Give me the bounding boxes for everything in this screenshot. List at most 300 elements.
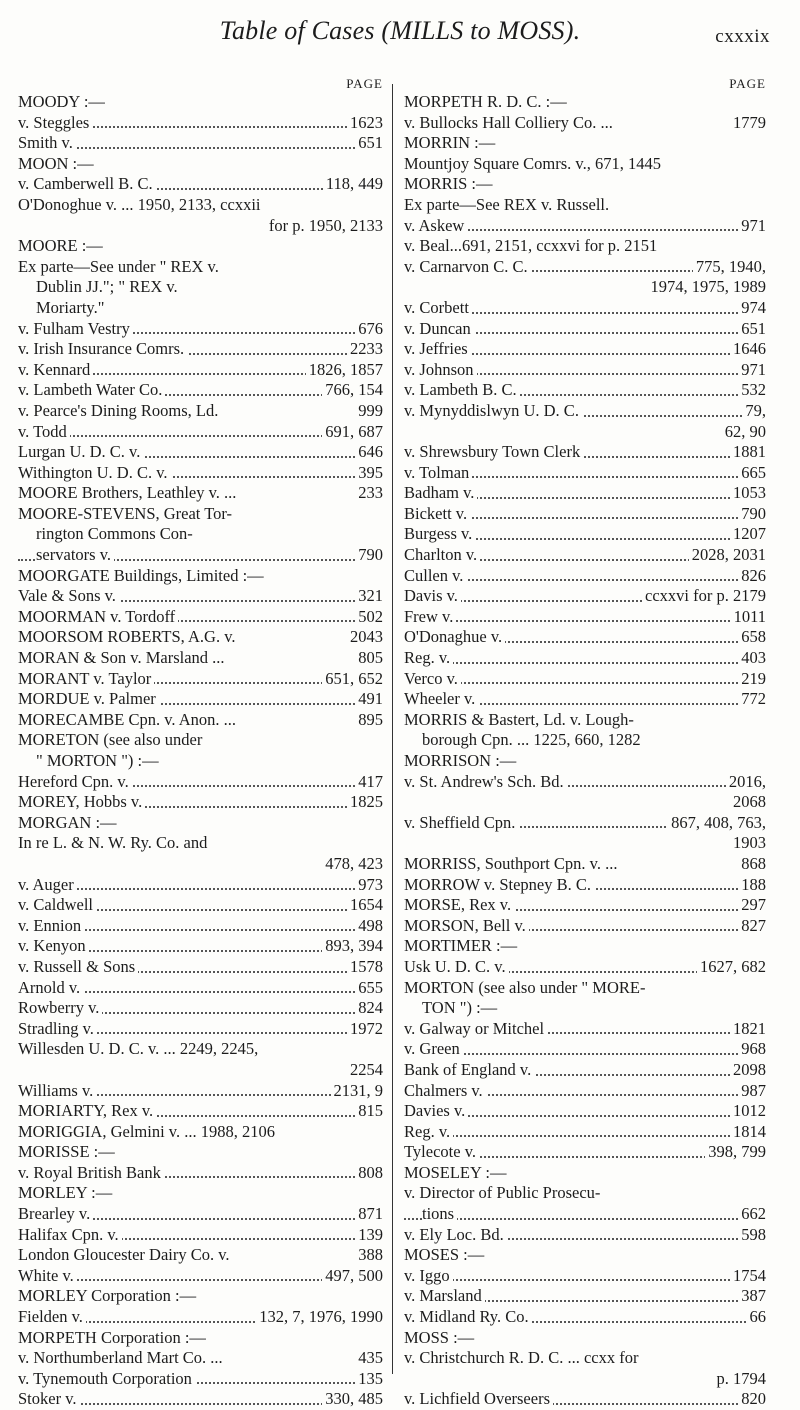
entry-text: Ex parte—See under " REX v. [18, 257, 222, 276]
index-entry [18, 978, 383, 999]
entry-pages: 895 [355, 710, 383, 731]
index-entry [18, 998, 383, 1019]
index-entry [404, 566, 766, 587]
index-entry [404, 978, 766, 999]
entry-pages: 478, 423 [322, 854, 383, 875]
entry-pages: 974 [738, 298, 766, 319]
entry-text: MOSES :— [404, 1245, 487, 1264]
entry-text: borough Cpn. ... 1225, 660, 1282 [422, 730, 644, 749]
index-entry [404, 422, 766, 443]
entry-text: v. Tynemouth Corporation [18, 1369, 195, 1388]
index-entry [18, 1369, 383, 1390]
entry-text: MORDUE v. Palmer [18, 689, 159, 708]
index-entry [18, 1163, 383, 1184]
entry-pages: 971 [738, 216, 766, 237]
index-entry [18, 504, 383, 525]
index-entry [18, 483, 383, 504]
entry-text: v. Marsland [404, 1286, 485, 1305]
index-entry [18, 1039, 383, 1060]
entry-text: rington Commons Con- [36, 524, 196, 543]
entry-pages: 971 [738, 360, 766, 381]
entry-pages: 498 [355, 916, 383, 937]
entry-pages: 987 [738, 1081, 766, 1102]
entry-pages: 2233 [347, 339, 383, 360]
entry-text: MOORE-STEVENS, Great Tor- [18, 504, 235, 523]
entry-pages: 1779 [730, 113, 766, 134]
entry-pages: 2016, [726, 772, 766, 793]
index-entry [404, 1039, 766, 1060]
entry-text: Frew v. [404, 607, 456, 626]
entry-text: " MORTON ") :— [36, 751, 162, 770]
index-entry [404, 1225, 766, 1246]
entry-text: MORRISS, Southport Cpn. v. ... [404, 854, 620, 873]
entry-text: v. St. Andrew's Sch. Bd. [404, 772, 567, 791]
entry-pages: 1646 [730, 339, 766, 360]
entry-pages: 79, [742, 401, 766, 422]
entry-text: Smith v. [18, 133, 76, 152]
entry-pages: ccxxvi for p. 2179 [642, 586, 766, 607]
index-entry [18, 916, 383, 937]
index-entry [18, 957, 383, 978]
entry-pages: 766, 154 [322, 380, 383, 401]
entry-text: O'Donaghue v. [404, 627, 505, 646]
index-entry [18, 648, 383, 669]
entry-text: MOSS :— [404, 1328, 477, 1347]
index-entry [404, 483, 766, 504]
right-entries [404, 92, 766, 1410]
entry-pages: 867, 408, 763, [668, 813, 766, 834]
index-entry [404, 648, 766, 669]
entry-pages: 132, 7, 1976, 1990 [256, 1307, 383, 1328]
entry-pages: 1821 [730, 1019, 766, 1040]
entry-text: MORGAN :— [18, 813, 120, 832]
index-entry [18, 1266, 383, 1287]
index-entry [18, 1081, 383, 1102]
entry-pages: 398, 799 [705, 1142, 766, 1163]
index-entry [404, 1163, 766, 1184]
index-entry [404, 1369, 766, 1390]
entry-text: Halifax Cpn. v. [18, 1225, 122, 1244]
entry-pages: 871 [355, 1204, 383, 1225]
entry-text: Burgess v. [404, 524, 475, 543]
entry-text: v. Northumberland Mart Co. ... [18, 1348, 226, 1367]
entry-pages: 826 [738, 566, 766, 587]
entry-pages: 135 [355, 1369, 383, 1390]
entry-pages: 491 [355, 689, 383, 710]
entry-pages: 655 [355, 978, 383, 999]
index-entry [18, 751, 383, 772]
entry-pages: 2131, 9 [331, 1081, 384, 1102]
entry-pages: 395 [355, 463, 383, 484]
entry-text: MORPETH R. D. C. :— [404, 92, 570, 111]
index-entry [18, 936, 383, 957]
index-entry [404, 1204, 766, 1225]
index-entry [404, 751, 766, 772]
entry-text: MORLEY :— [18, 1183, 115, 1202]
index-entry [18, 422, 383, 443]
entry-pages: 297 [738, 895, 766, 916]
index-entry [18, 1328, 383, 1349]
left-column [18, 76, 383, 1410]
entry-text: v. Todd [18, 422, 70, 441]
entry-text: Lurgan U. D. C. v. [18, 442, 143, 461]
entry-pages: 691, 687 [322, 422, 383, 443]
index-entry [18, 463, 383, 484]
entry-text: Tylecote v. [404, 1142, 479, 1161]
index-entry [404, 854, 766, 875]
entry-text: v. Lambeth B. C. [404, 380, 520, 399]
entry-text: Brearley v. [18, 1204, 93, 1223]
index-entry [404, 257, 766, 278]
index-entry [404, 1286, 766, 1307]
entry-text: v. Corbett [404, 298, 472, 317]
index-entry [404, 380, 766, 401]
entry-text: v. Pearce's Dining Rooms, Ld. [18, 401, 221, 420]
index-entry [18, 257, 383, 278]
page-column-label: PAGE [729, 76, 766, 91]
page-title: Table of Cases (MILLS to MOSS). [219, 16, 581, 45]
entry-text: MORTIMER :— [404, 936, 520, 955]
entry-text: Reg. v. [404, 1122, 453, 1141]
entry-pages: 188 [738, 875, 766, 896]
entry-text: TON ") :— [422, 998, 500, 1017]
entry-text: MORIGGIA, Gelmini v. ... 1988, 2106 [18, 1122, 278, 1141]
index-entry [18, 545, 383, 566]
index-entry [404, 174, 766, 195]
entry-pages: 658 [738, 627, 766, 648]
index-entry [18, 1286, 383, 1307]
index-entry [18, 133, 383, 154]
index-entry [404, 154, 766, 175]
entry-pages: 2098 [730, 1060, 766, 1081]
entry-pages: 598 [738, 1225, 766, 1246]
entry-text: MORECAMBE Cpn. v. Anon. ... [18, 710, 239, 729]
index-entry [18, 607, 383, 628]
entry-pages: 1754 [730, 1266, 766, 1287]
entry-text: v. Kennard [18, 360, 93, 379]
entry-text: v. Kenyon [18, 936, 89, 955]
entry-text: v. Iggo [404, 1266, 453, 1285]
entry-text: MOON :— [18, 154, 97, 173]
entry-text: Wheeler v. [404, 689, 478, 708]
entry-text: v. Fulham Vestry [18, 319, 133, 338]
entry-text: MOORE Brothers, Leathley v. ... [18, 483, 239, 502]
index-entry [18, 813, 383, 834]
entry-text: Reg. v. [404, 648, 453, 667]
index-entry [404, 298, 766, 319]
entry-text: Cullen v. [404, 566, 466, 585]
index-entry [18, 298, 383, 319]
index-entry [404, 772, 766, 793]
entry-text: v. Beal...691, 2151, ccxxvi for p. 2151 [404, 236, 660, 255]
entry-text: MORANT v. Taylor [18, 669, 154, 688]
entry-pages: 1623 [347, 113, 383, 134]
entry-text: Bickett v. [404, 504, 470, 523]
entry-text: v. Auger [18, 875, 77, 894]
index-entry [18, 277, 383, 298]
index-entry [18, 360, 383, 381]
entry-text: Bank of England v. [404, 1060, 534, 1079]
entry-pages: 968 [738, 1039, 766, 1060]
index-entry [18, 1348, 383, 1369]
index-entry [18, 627, 383, 648]
entry-pages: 790 [738, 504, 766, 525]
entry-text: MORRISON :— [404, 751, 519, 770]
entry-text: Badham v. [404, 483, 477, 502]
index-entry [18, 1204, 383, 1225]
entry-pages: 824 [355, 998, 383, 1019]
index-entry [404, 669, 766, 690]
entry-text: MORSON, Bell v. [404, 916, 529, 935]
entry-pages: 1053 [730, 483, 766, 504]
entry-text: MOSELEY :— [404, 1163, 510, 1182]
entry-pages: 1903 [730, 833, 766, 854]
entry-pages: 1207 [730, 524, 766, 545]
index-entry [18, 401, 383, 422]
entry-text: MORISSE :— [18, 1142, 118, 1161]
entry-text: v. Steggles [18, 113, 92, 132]
entry-text: Rowberry v. [18, 998, 102, 1017]
entry-text: Stoker v. [18, 1389, 80, 1408]
index-entry [18, 216, 383, 237]
entry-text: v. Askew [404, 216, 467, 235]
index-entry [404, 607, 766, 628]
index-entry [18, 1183, 383, 1204]
index-entry [404, 1328, 766, 1349]
entry-pages: 868 [738, 854, 766, 875]
index-entry [18, 339, 383, 360]
entry-text: Davis v. [404, 586, 461, 605]
entry-pages: 1627, 682 [697, 957, 766, 978]
entry-text: v. Lambeth Water Co. [18, 380, 165, 399]
entry-text: Mountjoy Square Comrs. v., 671, 1445 [404, 154, 664, 173]
entry-text: Vale & Sons v. [18, 586, 119, 605]
index-entry [404, 895, 766, 916]
entry-text: v. Midland Ry. Co. [404, 1307, 532, 1326]
index-entry [404, 627, 766, 648]
entry-text: Moriarty." [36, 298, 107, 317]
entry-text: Withington U. D. C. v. [18, 463, 171, 482]
entry-text: Ex parte—See REX v. Russell. [404, 195, 612, 214]
entry-text: MORETON (see also under [18, 730, 205, 749]
index-entry [18, 1389, 383, 1410]
entry-pages: 775, 1940, [693, 257, 766, 278]
entry-pages: 1974, 1975, 1989 [648, 277, 767, 298]
entry-pages: 403 [738, 648, 766, 669]
entry-pages: 118, 449 [323, 174, 383, 195]
entry-text: v. Bullocks Hall Colliery Co. ... [404, 113, 616, 132]
entry-pages: 62, 90 [722, 422, 766, 443]
index-entry [18, 1122, 383, 1143]
index-entry [18, 1101, 383, 1122]
index-entry [404, 689, 766, 710]
entry-pages: 651 [355, 133, 383, 154]
entry-text: MOREY, Hobbs v. [18, 792, 145, 811]
index-entry [404, 442, 766, 463]
column-divider [392, 84, 393, 1374]
entry-text: v. Johnson [404, 360, 477, 379]
entry-text: v. Director of Public Prosecu- [404, 1183, 603, 1202]
index-entry [18, 442, 383, 463]
entry-text: v. Galway or Mitchel [404, 1019, 547, 1038]
entry-pages: 1578 [347, 957, 383, 978]
index-entry [404, 1245, 766, 1266]
index-entry [404, 319, 766, 340]
entry-text: v. Ennion [18, 916, 84, 935]
entry-pages: 1881 [730, 442, 766, 463]
entry-text: v. Royal British Bank [18, 1163, 164, 1182]
entry-text: servators v. [36, 545, 114, 564]
entry-pages: 502 [355, 607, 383, 628]
index-entry [404, 1081, 766, 1102]
index-entry [18, 669, 383, 690]
page-number: cxxxix [715, 26, 770, 47]
entry-text: Arnold v. [18, 978, 83, 997]
entry-pages: 1825 [347, 792, 383, 813]
entry-pages: 827 [738, 916, 766, 937]
index-entry [404, 957, 766, 978]
entry-pages: 1972 [347, 1019, 383, 1040]
entry-text: Verco v. [404, 669, 461, 688]
entry-text: v. Tolman [404, 463, 472, 482]
entry-pages: 815 [355, 1101, 383, 1122]
index-entry [404, 1101, 766, 1122]
entry-text: Willesden U. D. C. v. ... 2249, 2245, [18, 1039, 261, 1058]
entry-text: MOORE :— [18, 236, 106, 255]
index-entry [404, 195, 766, 216]
entry-text: MORROW v. Stepney B. C. [404, 875, 594, 894]
index-entry [18, 854, 383, 875]
entry-text: MORLEY Corporation :— [18, 1286, 199, 1305]
index-entry [404, 524, 766, 545]
index-entry [404, 586, 766, 607]
index-entry [18, 833, 383, 854]
entry-text: v. Irish Insurance Comrs. [18, 339, 187, 358]
index-entry [404, 277, 766, 298]
index-entry [18, 586, 383, 607]
entry-pages: 1654 [347, 895, 383, 916]
entry-text: Usk U. D. C. v. [404, 957, 509, 976]
entry-text: v. Russell & Sons [18, 957, 138, 976]
index-entry [404, 92, 766, 113]
page-header [0, 14, 800, 64]
index-entry [18, 772, 383, 793]
entry-pages: for p. 1950, 2133 [266, 216, 383, 237]
entry-pages: 330, 485 [322, 1389, 383, 1410]
entry-pages: 676 [355, 319, 383, 340]
entry-text: MORTON (see also under " MORE- [404, 978, 648, 997]
entry-pages: 790 [355, 545, 383, 566]
index-entry [18, 1142, 383, 1163]
index-entry [404, 504, 766, 525]
index-entry [18, 236, 383, 257]
left-entries [18, 92, 383, 1410]
index-entry [404, 463, 766, 484]
entry-text: London Gloucester Dairy Co. v. [18, 1245, 233, 1264]
index-entry [18, 1060, 383, 1081]
entry-pages: 1012 [730, 1101, 766, 1122]
entry-text: v. Green [404, 1039, 463, 1058]
entry-text: Stradling v. [18, 1019, 97, 1038]
entry-pages: 2043 [347, 627, 383, 648]
index-entry [18, 113, 383, 134]
entry-text: v. Sheffield Cpn. [404, 813, 518, 832]
entry-text: MORRIS & Bastert, Ld. v. Lough- [404, 710, 637, 729]
index-entry [404, 730, 766, 751]
entry-pages: 532 [738, 380, 766, 401]
index-entry [404, 1142, 766, 1163]
index-entry [404, 936, 766, 957]
entry-text: tions [422, 1204, 457, 1223]
entry-pages: 999 [355, 401, 383, 422]
index-entry [18, 92, 383, 113]
index-entry [404, 1389, 766, 1410]
index-entry [404, 133, 766, 154]
index-entry [404, 792, 766, 813]
index-entry [404, 1019, 766, 1040]
entry-pages: 66 [747, 1307, 767, 1328]
index-entry [404, 339, 766, 360]
entry-text: v. Ely Loc. Bd. [404, 1225, 507, 1244]
entry-pages: 2028, 2031 [689, 545, 766, 566]
entry-pages: 820 [738, 1389, 766, 1410]
index-entry [18, 710, 383, 731]
index-entry [404, 1183, 766, 1204]
index-entry [18, 875, 383, 896]
index-entry [404, 998, 766, 1019]
entry-text: v. Christchurch R. D. C. ... ccxx for [404, 1348, 641, 1367]
index-entry [18, 380, 383, 401]
entry-text: v. Jeffries [404, 339, 471, 358]
entry-text: v. Carnarvon C. C. [404, 257, 531, 276]
entry-text: MOODY :— [18, 92, 108, 111]
index-entry [18, 792, 383, 813]
index-entry [18, 174, 383, 195]
index-entry [18, 1307, 383, 1328]
entry-text: MORPETH Corporation :— [18, 1328, 209, 1347]
entry-pages: 417 [355, 772, 383, 793]
entry-text: v. Caldwell [18, 895, 96, 914]
entry-text: v. Camberwell B. C. [18, 174, 156, 193]
index-entry [404, 1266, 766, 1287]
entry-pages: 772 [738, 689, 766, 710]
entry-pages: 497, 500 [322, 1266, 383, 1287]
entry-text: In re L. & N. W. Ry. Co. and [18, 833, 210, 852]
entry-pages: 387 [738, 1286, 766, 1307]
index-entry [404, 916, 766, 937]
index-entry [404, 1348, 766, 1369]
index-entry [18, 154, 383, 175]
entry-text: Williams v. [18, 1081, 96, 1100]
index-entry [404, 1122, 766, 1143]
entry-pages: 388 [355, 1245, 383, 1266]
index-entry [404, 236, 766, 257]
entry-pages: 893, 394 [322, 936, 383, 957]
index-entry [18, 1225, 383, 1246]
index-entry [404, 875, 766, 896]
index-entry [404, 710, 766, 731]
entry-pages: 662 [738, 1204, 766, 1225]
entry-text: Hereford Cpn. v. [18, 772, 132, 791]
index-entry [404, 113, 766, 134]
index-entry [404, 813, 766, 834]
entry-text: v. Shrewsbury Town Clerk [404, 442, 583, 461]
entry-pages: 233 [355, 483, 383, 504]
entry-pages: 665 [738, 463, 766, 484]
entry-text: MOORGATE Buildings, Limited :— [18, 566, 267, 585]
entry-pages: 2254 [347, 1060, 383, 1081]
entry-text: v. Duncan [404, 319, 474, 338]
